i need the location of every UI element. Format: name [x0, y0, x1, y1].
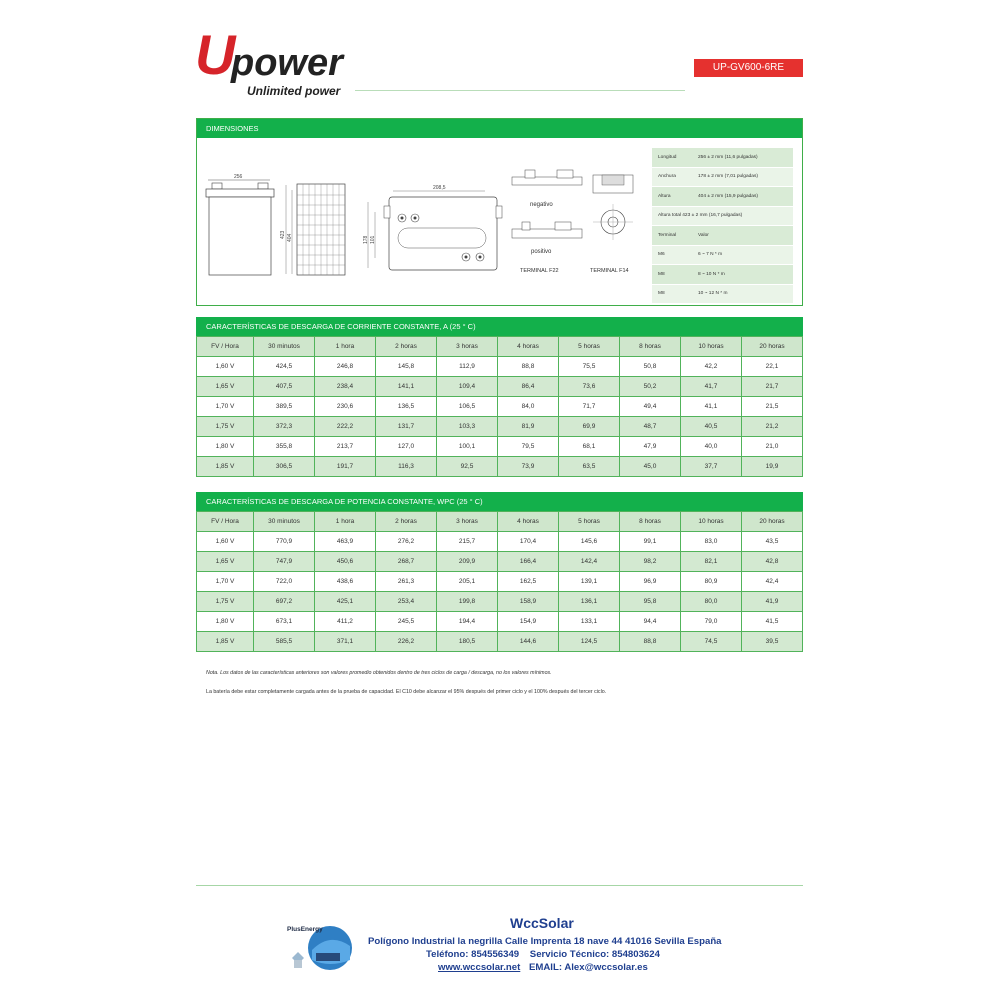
table-cell: 673,1: [254, 612, 315, 632]
table-row: [197, 612, 803, 632]
table-cell: 40,5: [681, 417, 742, 437]
table-cell: 21,5: [742, 397, 803, 417]
table-cell: 80,9: [681, 572, 742, 592]
spec-key: Terminal: [658, 232, 677, 238]
spec-key: M8: [658, 271, 665, 277]
table-cell: 1,80 V: [197, 437, 254, 457]
current-discharge-section: [196, 317, 803, 477]
top-width-label: 208,5: [433, 185, 446, 191]
dimensions-title: DIMENSIONES: [197, 119, 802, 138]
table-header-row: [197, 512, 803, 532]
column-header: 5 horas: [559, 337, 620, 357]
table-cell: 355,8: [254, 437, 315, 457]
column-header: 3 horas: [437, 337, 498, 357]
spec-value: 10 ~ 12 N * m: [698, 291, 728, 297]
table-cell: 1,60 V: [197, 532, 254, 552]
table-cell: 45,0: [620, 457, 681, 477]
table-cell: 21,2: [742, 417, 803, 437]
column-header: 8 horas: [620, 337, 681, 357]
side-height-label-1: 423: [280, 230, 286, 239]
front-view-drawing: [206, 174, 274, 275]
spec-key: Longitud: [658, 154, 677, 160]
table-cell: 79,5: [498, 437, 559, 457]
table-cell: 19,9: [742, 457, 803, 477]
terminal-negative-drawing: [512, 170, 582, 208]
spec-value: 178 ± 2 mm (7,01 pulgadas): [698, 174, 758, 180]
side-view-drawing: [280, 184, 345, 275]
table-cell: 371,1: [315, 632, 376, 652]
spec-key: M6: [658, 252, 665, 258]
table-cell: 722,0: [254, 572, 315, 592]
table-cell: 109,4: [437, 377, 498, 397]
column-header: 1 hora: [315, 512, 376, 532]
column-header: 30 minutos: [254, 512, 315, 532]
table-cell: 191,7: [315, 457, 376, 477]
table-cell: 230,6: [315, 397, 376, 417]
table-cell: 166,4: [498, 552, 559, 572]
spec-value: 404 ± 2 mm (15,9 pulgadas): [698, 193, 758, 199]
header-divider: [355, 90, 685, 91]
table-cell: 170,4: [498, 532, 559, 552]
table-cell: 306,5: [254, 457, 315, 477]
table-cell: 37,7: [681, 457, 742, 477]
table-cell: 226,2: [376, 632, 437, 652]
table-cell: 276,2: [376, 532, 437, 552]
table-row: [197, 417, 803, 437]
table-cell: 463,9: [315, 532, 376, 552]
table-cell: 99,1: [620, 532, 681, 552]
table-cell: 1,65 V: [197, 377, 254, 397]
side-height-label-2: 404: [287, 233, 293, 242]
table-cell: 86,4: [498, 377, 559, 397]
table-row: [197, 532, 803, 552]
spec-row: [652, 168, 793, 188]
column-header: 2 horas: [376, 337, 437, 357]
table-cell: 1,85 V: [197, 457, 254, 477]
table-cell: 136,1: [559, 592, 620, 612]
table-cell: 136,5: [376, 397, 437, 417]
table-cell: 1,60 V: [197, 357, 254, 377]
table-cell: 194,4: [437, 612, 498, 632]
table-cell: 82,1: [681, 552, 742, 572]
table-cell: 585,5: [254, 632, 315, 652]
table-cell: 158,9: [498, 592, 559, 612]
table-cell: 1,75 V: [197, 592, 254, 612]
column-header: 2 horas: [376, 512, 437, 532]
table-cell: 88,8: [620, 632, 681, 652]
table-cell: 1,65 V: [197, 552, 254, 572]
terminal-positive-drawing: [512, 222, 582, 255]
table-cell: 96,9: [620, 572, 681, 592]
spec-row: [652, 187, 793, 207]
table-cell: 48,7: [620, 417, 681, 437]
table-cell: 94,4: [620, 612, 681, 632]
table-cell: 697,2: [254, 592, 315, 612]
table-cell: 1,85 V: [197, 632, 254, 652]
table-cell: 213,7: [315, 437, 376, 457]
spec-key: Altura total 423 ± 2 mm (16,7 pulgadas): [658, 213, 743, 219]
table-cell: 83,0: [681, 532, 742, 552]
model-badge: UP-GV600-6RE: [694, 59, 803, 77]
company-footer: [300, 915, 800, 990]
footer-divider: [196, 885, 803, 886]
column-header: 4 horas: [498, 512, 559, 532]
column-header: 4 horas: [498, 337, 559, 357]
table-cell: 261,3: [376, 572, 437, 592]
table-cell: 79,0: [681, 612, 742, 632]
table-cell: 41,9: [742, 592, 803, 612]
column-header: FV / Hora: [197, 512, 254, 532]
table-row: [197, 592, 803, 612]
spec-value: 6 ~ 7 N * m: [698, 252, 723, 258]
column-header: 20 horas: [742, 512, 803, 532]
table-cell: 747,9: [254, 552, 315, 572]
table-cell: 112,9: [437, 357, 498, 377]
terminal-f14-drawing: [593, 175, 633, 240]
table-cell: 75,5: [559, 357, 620, 377]
table-cell: 68,1: [559, 437, 620, 457]
table-cell: 22,1: [742, 357, 803, 377]
table-row: [197, 552, 803, 572]
table-cell: 50,2: [620, 377, 681, 397]
table-cell: 124,5: [559, 632, 620, 652]
table-cell: 41,1: [681, 397, 742, 417]
table-cell: 131,7: [376, 417, 437, 437]
table-cell: 154,9: [498, 612, 559, 632]
table-row: [197, 377, 803, 397]
spec-row: [652, 207, 793, 227]
table-cell: 246,8: [315, 357, 376, 377]
table-cell: 92,5: [437, 457, 498, 477]
top-height-label-2: 101: [370, 235, 376, 244]
table-cell: 411,2: [315, 612, 376, 632]
table-cell: 209,9: [437, 552, 498, 572]
spec-row: [652, 246, 793, 266]
column-header: 10 horas: [681, 337, 742, 357]
table-cell: 69,9: [559, 417, 620, 437]
column-header: 5 horas: [559, 512, 620, 532]
table-cell: 41,7: [681, 377, 742, 397]
power-discharge-title: CARACTERÍSTICAS DE DESCARGA DE POTENCIA CONSTANTE, WPC (25 ° C): [196, 492, 803, 511]
table-cell: 100,1: [437, 437, 498, 457]
table-cell: 253,4: [376, 592, 437, 612]
top-view-drawing: [363, 185, 502, 270]
table-cell: 1,70 V: [197, 572, 254, 592]
table-cell: 49,4: [620, 397, 681, 417]
terminal-f22-label: TERMINAL F22: [520, 268, 559, 274]
table-cell: 127,0: [376, 437, 437, 457]
table-cell: 47,9: [620, 437, 681, 457]
spec-value: 8 ~ 10 N * m: [698, 271, 725, 277]
logo-tagline: Unlimited power: [247, 84, 341, 98]
positivo-label: positivo: [531, 249, 552, 255]
table-cell: 145,6: [559, 532, 620, 552]
spec-key: Altura: [658, 193, 671, 199]
spec-row: [652, 226, 793, 246]
table-cell: 245,5: [376, 612, 437, 632]
website-link[interactable]: www.wccsolar.net: [438, 962, 521, 973]
spec-row: [652, 148, 793, 168]
column-header: 3 horas: [437, 512, 498, 532]
table-cell: 81,9: [498, 417, 559, 437]
table-cell: 50,8: [620, 357, 681, 377]
table-cell: 84,0: [498, 397, 559, 417]
table-cell: 42,8: [742, 552, 803, 572]
table-cell: 43,5: [742, 532, 803, 552]
table-cell: 424,5: [254, 357, 315, 377]
table-cell: 450,6: [315, 552, 376, 572]
table-cell: 74,5: [681, 632, 742, 652]
table-cell: 21,7: [742, 377, 803, 397]
logo-word-power: power: [231, 42, 343, 84]
current-discharge-table: [196, 336, 803, 477]
table-cell: 42,4: [742, 572, 803, 592]
table-cell: 95,8: [620, 592, 681, 612]
top-height-label-1: 178: [363, 235, 369, 244]
table-cell: 39,5: [742, 632, 803, 652]
table-cell: 63,5: [559, 457, 620, 477]
table-cell: 180,5: [437, 632, 498, 652]
spec-key: M8: [658, 291, 665, 297]
note-capacity-test: La batería debe estar completamente cargada antes de la prueba de capacidad. El C10 debe alcanzar el 95% después del primer ciclo y el 100% después del tercer ciclo.: [206, 689, 607, 695]
table-cell: 199,8: [437, 592, 498, 612]
table-cell: 770,9: [254, 532, 315, 552]
company-name: WccSolar: [510, 915, 574, 931]
table-cell: 238,4: [315, 377, 376, 397]
table-cell: 205,1: [437, 572, 498, 592]
table-row: [197, 457, 803, 477]
table-cell: 142,4: [559, 552, 620, 572]
column-header: FV / Hora: [197, 337, 254, 357]
table-row: [197, 357, 803, 377]
table-cell: 73,6: [559, 377, 620, 397]
terminal-f14-label: TERMINAL F14: [590, 268, 629, 274]
negativo-label: negativo: [530, 202, 553, 208]
company-phone: Teléfono: 854556349 Servicio Técnico: 854803624: [426, 949, 660, 960]
column-header: 30 minutos: [254, 337, 315, 357]
table-cell: 268,7: [376, 552, 437, 572]
table-cell: 41,5: [742, 612, 803, 632]
table-cell: 71,7: [559, 397, 620, 417]
table-cell: 1,80 V: [197, 612, 254, 632]
company-address: Polígono Industrial la negrilla Calle Imprenta 18 nave 44 41016 Sevilla España: [368, 936, 722, 947]
table-cell: 103,3: [437, 417, 498, 437]
spec-value: 256 ± 2 mm (11,6 pulgadas): [698, 154, 758, 160]
spec-row: [652, 285, 793, 305]
table-cell: 80,0: [681, 592, 742, 612]
table-cell: 141,1: [376, 377, 437, 397]
table-cell: 98,2: [620, 552, 681, 572]
column-header: 8 horas: [620, 512, 681, 532]
table-row: [197, 632, 803, 652]
table-cell: 73,9: [498, 457, 559, 477]
plusenergy-logo-text: PlusEnergy: [287, 926, 323, 933]
table-cell: 42,2: [681, 357, 742, 377]
table-cell: 144,6: [498, 632, 559, 652]
table-cell: 1,70 V: [197, 397, 254, 417]
table-cell: 88,8: [498, 357, 559, 377]
table-cell: 222,2: [315, 417, 376, 437]
front-width-label: 256: [234, 174, 243, 180]
spec-row: [652, 265, 793, 285]
table-cell: 407,5: [254, 377, 315, 397]
table-cell: 162,5: [498, 572, 559, 592]
table-cell: 215,7: [437, 532, 498, 552]
table-cell: 145,8: [376, 357, 437, 377]
spec-value: Valor: [698, 232, 709, 238]
note-average-values: Nota. Los datos de las características anteriores son valores promedio obtenidos dentro de tres ciclos de carga / descarga, no los valores mínimos.: [206, 670, 552, 676]
table-cell: 139,1: [559, 572, 620, 592]
dimensions-spec-table: [652, 148, 793, 304]
logo-letter-u: U: [195, 23, 236, 86]
company-email[interactable]: EMAIL: Alex@wccsolar.es: [528, 962, 648, 973]
table-cell: 40,0: [681, 437, 742, 457]
table-row: [197, 437, 803, 457]
table-row: [197, 572, 803, 592]
table-cell: 438,6: [315, 572, 376, 592]
current-discharge-title: CARACTERÍSTICAS DE DESCARGA DE CORRIENTE CONSTANTE, A (25 ° C): [196, 317, 803, 336]
column-header: 1 hora: [315, 337, 376, 357]
table-cell: 425,1: [315, 592, 376, 612]
column-header: 10 horas: [681, 512, 742, 532]
table-header-row: [197, 337, 803, 357]
power-discharge-section: [196, 492, 803, 652]
upower-logo: [195, 23, 375, 98]
power-discharge-table: [196, 511, 803, 652]
table-cell: 389,5: [254, 397, 315, 417]
table-cell: 116,3: [376, 457, 437, 477]
column-header: 20 horas: [742, 337, 803, 357]
table-cell: 106,5: [437, 397, 498, 417]
table-row: [197, 397, 803, 417]
spec-key: Anchura: [658, 174, 676, 180]
battery-dimension-drawings: [200, 140, 650, 300]
table-cell: 1,75 V: [197, 417, 254, 437]
table-cell: 133,1: [559, 612, 620, 632]
table-cell: 21,0: [742, 437, 803, 457]
table-cell: 372,3: [254, 417, 315, 437]
